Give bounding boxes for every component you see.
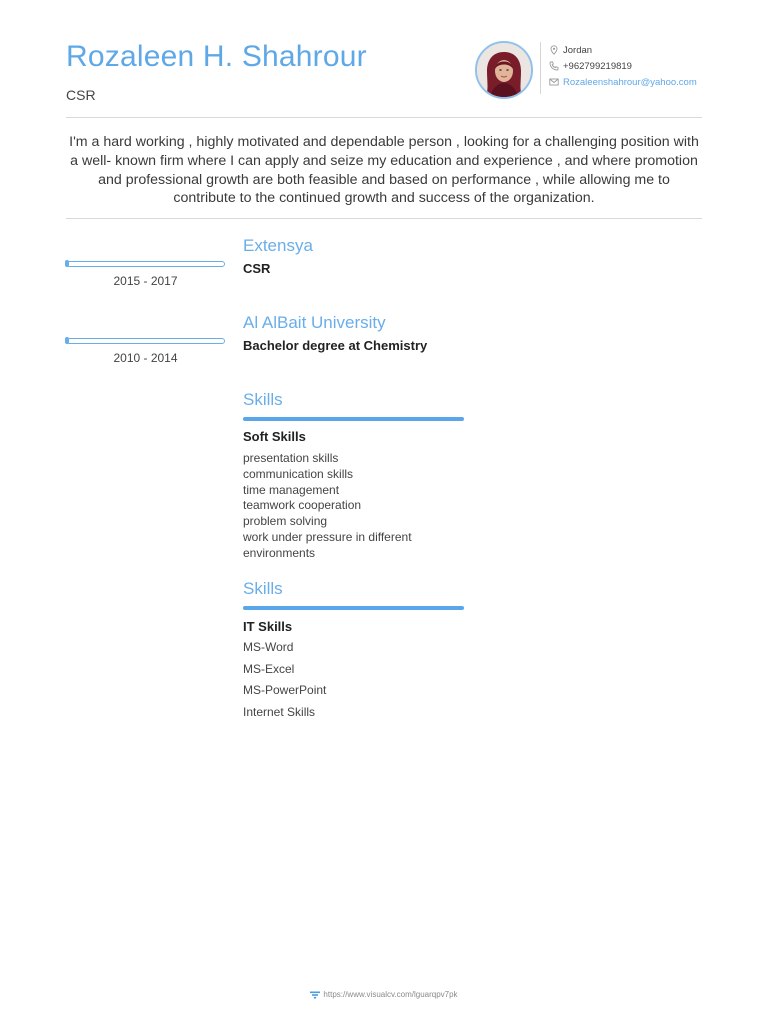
contact-email[interactable] bbox=[549, 75, 697, 89]
envelope-icon bbox=[549, 77, 559, 87]
date-range: 2015 - 2017 bbox=[113, 274, 178, 288]
skill-category: IT Skills bbox=[243, 619, 293, 634]
organization-name: Extensya bbox=[243, 236, 313, 255]
date-range: 2010 - 2014 bbox=[113, 351, 178, 365]
list-item: communication skills bbox=[243, 466, 354, 481]
contact-phone bbox=[549, 59, 632, 73]
candidate-name: Rozaleen H. Shahrour bbox=[66, 40, 367, 73]
list-item: MS-PowerPoint bbox=[243, 683, 327, 697]
position-title: Bachelor degree at Chemistry bbox=[243, 338, 428, 353]
position-title: CSR bbox=[243, 261, 271, 276]
contact-divider bbox=[540, 42, 541, 94]
list-item: Internet Skills bbox=[243, 704, 316, 719]
footer-url[interactable]: https://www.visualcv.com/lguarqpv7pk bbox=[323, 990, 458, 999]
list-item: presentation skills bbox=[243, 451, 339, 465]
timeline-bar bbox=[66, 338, 225, 344]
list-item: teamwork cooperation bbox=[243, 498, 362, 513]
list-item: problem solving bbox=[243, 514, 328, 529]
skill-category: Soft Skills bbox=[243, 429, 306, 444]
list-item: time management bbox=[243, 482, 340, 497]
job-title: CSR bbox=[66, 87, 96, 103]
profile-photo bbox=[475, 41, 533, 99]
list-item: MS-Excel bbox=[243, 661, 295, 676]
skills-divider-bar bbox=[243, 606, 464, 610]
profile-summary: I'm a hard working , highly motivated and dependable person , looking for a challenging position with a well- known firm where I can apply and seize my education and experience , and where promotion and professional growth are both feasible and based on performance , while allowing me to contribute to the continued growth and success of the organization. bbox=[69, 134, 699, 207]
phone-icon bbox=[549, 61, 559, 71]
list-item: MS-Word bbox=[243, 640, 294, 654]
summary-divider bbox=[66, 218, 702, 219]
phone-text: +962799219819 bbox=[563, 60, 632, 72]
map-pin-icon bbox=[549, 45, 559, 55]
organization-name: Al AlBait University bbox=[243, 313, 386, 332]
it-skills-list bbox=[243, 637, 443, 723]
header-divider bbox=[66, 117, 702, 118]
footer bbox=[0, 990, 768, 999]
list-item: work under pressure in different bbox=[243, 529, 412, 544]
skills-divider-bar bbox=[243, 417, 464, 421]
list-item: environments bbox=[243, 545, 316, 560]
location-text: Jordan bbox=[563, 44, 593, 56]
timeline-bar bbox=[66, 261, 225, 267]
soft-skills-list bbox=[243, 451, 443, 562]
contact-location bbox=[549, 43, 592, 57]
email-link[interactable]: Rozaleenshahrour@yahoo.com bbox=[563, 76, 697, 88]
visualcv-logo-icon bbox=[310, 991, 320, 999]
skills-heading: Skills bbox=[243, 579, 283, 598]
skills-heading: Skills bbox=[243, 390, 283, 409]
